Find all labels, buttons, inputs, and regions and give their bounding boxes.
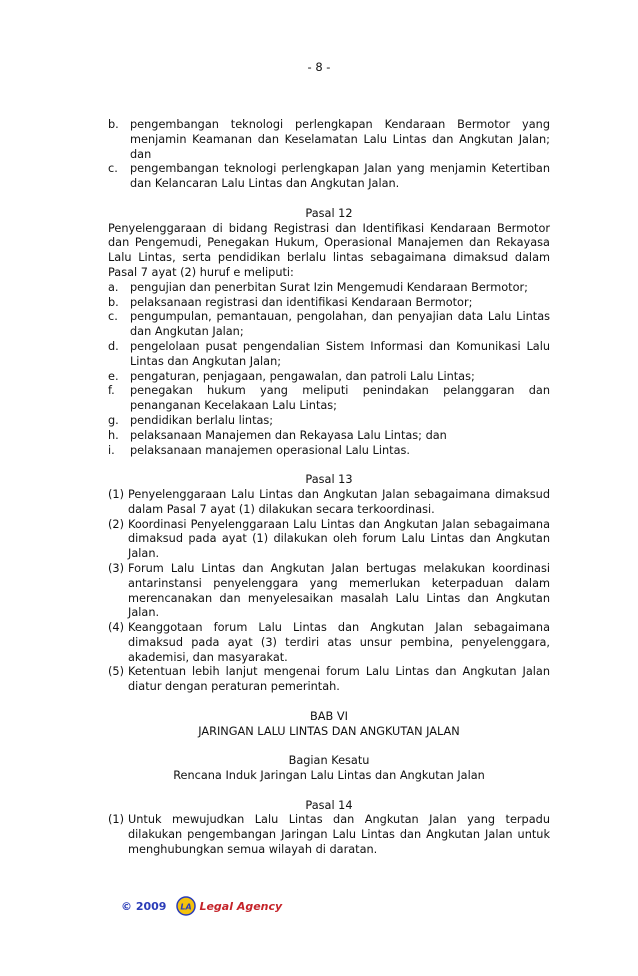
section-number: Bagian Kesatu (288, 754, 370, 768)
list-item (108, 562, 550, 621)
list-marker: (2) (108, 517, 125, 531)
list-text: pelaksanaan registrasi dan identifikasi Kendaraan Bermotor; (130, 295, 473, 309)
list-item (108, 518, 550, 562)
list-marker: (1) (108, 487, 125, 501)
brand-name: Legal Agency (199, 899, 283, 913)
list-marker: (3) (108, 561, 125, 575)
list-item (108, 444, 550, 459)
list-item (108, 488, 550, 518)
list-text: pengaturan, penjagaan, pengawalan, dan patroli Lalu Lintas; (130, 369, 475, 383)
list-text: pengumpulan, pemantauan, pengolahan, dan penyajian data Lalu Lintas dan Angkutan Jalan; (130, 310, 550, 339)
list-text: pelaksanaan manajemen operasional Lalu Lintas. (130, 443, 410, 457)
list-marker: a. (108, 280, 119, 294)
list-item (108, 296, 550, 311)
page-number: - 8 - (307, 60, 331, 74)
list-item (108, 310, 550, 340)
list-marker: g. (108, 413, 119, 427)
list-item (108, 281, 550, 296)
list-text: Ketentuan lebih lanjut mengenai forum Lalu Lintas dan Angkutan Jalan diatur dengan peraturan pemerintah. (128, 665, 550, 694)
list-item (108, 118, 550, 162)
list-marker: e. (108, 369, 119, 383)
list-text: penegakan hukum yang meliputi penindakan pelanggaran dan penanganan Kecelakaan Lalu Lintas; (130, 384, 550, 413)
list-item (108, 384, 550, 414)
list-text: pelaksanaan Manajemen dan Rekayasa Lalu Lintas; dan (130, 428, 447, 442)
list-marker: (4) (108, 621, 125, 635)
document-body (108, 118, 550, 858)
article-intro: Penyelenggaraan di bidang Registrasi dan Identifikasi Kendaraan Bermotor dan Pengemudi, Penegakan Hukum, Operasional Manajemen dan Rekayasa Lalu Lintas, serta pendidikan berlalu lintas sebagaimana dimaksud dalam Pasal 7 ayat (2) huruf e meliputi: (108, 221, 550, 279)
footer (121, 896, 282, 916)
copyright-text: © 2009 (121, 899, 167, 913)
list-marker: c. (108, 310, 118, 324)
list-marker: b. (108, 118, 119, 131)
list-item (108, 414, 550, 429)
list-item (108, 665, 550, 695)
list-marker: c. (108, 162, 118, 176)
article-heading: Pasal 12 (305, 206, 353, 220)
svg-text:LA: LA (180, 902, 193, 912)
list-item (108, 429, 550, 444)
list-text: pengembangan teknologi perlengkapan Kendaraan Bermotor yang menjamin Keamanan dan Keselamatan Lalu Lintas dan Angkutan Jalan; dan (130, 118, 550, 161)
section-title: Rencana Induk Jaringan Lalu Lintas dan Angkutan Jalan (173, 769, 485, 783)
list-text: Forum Lalu Lintas dan Angkutan Jalan bertugas melakukan koordinasi antarinstansi penyelenggara yang memerlukan keterpaduan dalam merencanakan dan menyelesaikan masalah Lalu Lintas dan Angkutan Jalan. (128, 561, 550, 620)
chapter-title: JARINGAN LALU LINTAS DAN ANGKUTAN JALAN (198, 724, 460, 738)
chapter-number: BAB VI (310, 709, 348, 723)
list-text: pengembangan teknologi perlengkapan Jalan yang menjamin Ketertiban dan Kelancaran Lalu Lintas dan Angkutan Jalan. (130, 162, 550, 191)
list-item (108, 340, 550, 370)
list-item (108, 162, 550, 192)
list-text: Untuk mewujudkan Lalu Lintas dan Angkutan Jalan yang terpadu dilakukan pengembangan Jaringan Lalu Lintas dan Angkutan Jalan untuk menghubungkan semua wilayah di daratan. (128, 813, 550, 857)
list-marker: i. (108, 443, 115, 457)
list-item (108, 621, 550, 665)
list-item (108, 370, 550, 385)
list-text: Koordinasi Penyelenggaraan Lalu Lintas dan Angkutan Jalan sebagaimana dimaksud pada ayat (1) dilakukan oleh forum Lalu Lintas dan Angkutan Jalan. (128, 517, 550, 561)
list-marker: h. (108, 428, 119, 442)
list-marker: (5) (108, 665, 125, 679)
list-text: Keanggotaan forum Lalu Lintas dan Angkutan Jalan sebagaimana dimaksud pada ayat (3) terdiri atas unsur pembina, penyelenggara, akademisi, dan masyarakat. (128, 621, 550, 664)
article-heading: Pasal 14 (305, 798, 353, 812)
legal-agency-logo-icon (176, 896, 196, 916)
list-marker: f. (108, 384, 115, 398)
list-marker: b. (108, 295, 119, 309)
list-text: pendidikan berlalu lintas; (130, 413, 274, 427)
list-text: Penyelenggaraan Lalu Lintas dan Angkutan Jalan sebagaimana dimaksud dalam Pasal 7 ayat (1) dilakukan secara terkoordinasi. (128, 487, 550, 516)
list-marker: d. (108, 339, 119, 353)
list-marker: (1) (108, 813, 125, 827)
list-text: pengujian dan penerbitan Surat Izin Mengemudi Kendaraan Bermotor; (130, 280, 528, 294)
list-text: pengelolaan pusat pengendalian Sistem Informasi dan Komunikasi Lalu Lintas dan Angkutan Jalan; (130, 339, 550, 368)
list-item (108, 813, 550, 857)
article-heading: Pasal 13 (305, 473, 353, 487)
